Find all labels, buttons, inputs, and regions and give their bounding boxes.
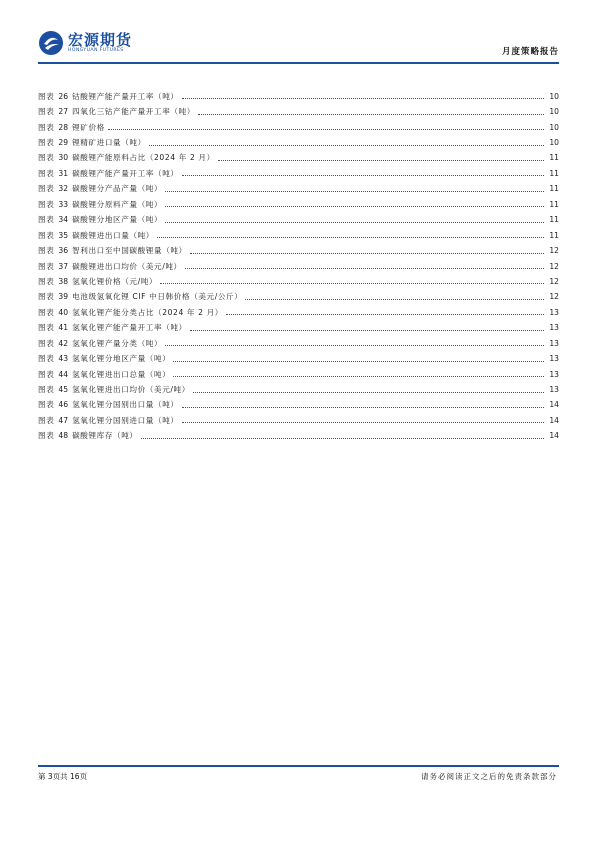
toc-entry-label: 图表 — [38, 107, 55, 117]
toc-entry-page: 10 — [549, 138, 559, 148]
toc-dot-leader — [165, 185, 544, 192]
toc-entry-title: 智利出口至中国碳酸锂量（吨） — [72, 246, 187, 256]
toc-dot-leader — [218, 154, 544, 161]
toc-dot-leader — [226, 308, 544, 315]
toc-entry[interactable] — [38, 89, 559, 104]
toc-entry-number: 26 — [58, 91, 69, 101]
toc-entry-page: 12 — [549, 246, 559, 256]
toc-dot-leader — [182, 169, 544, 176]
toc-entry-label: 图表 — [38, 415, 55, 425]
toc-entry-page: 11 — [549, 230, 559, 240]
toc-dot-leader — [182, 416, 544, 423]
toc-entry-number: 34 — [58, 215, 69, 225]
toc-entry-title: 氢氧化锂分国别进口量（吨） — [72, 415, 179, 425]
toc-entry-title: 氢氧化锂产量分类（吨） — [72, 338, 163, 348]
toc-entry[interactable] — [38, 228, 559, 243]
toc-dot-leader — [173, 370, 544, 377]
toc-entry-label: 图表 — [38, 168, 55, 178]
toc-entry-number: 48 — [58, 431, 69, 441]
toc-entry-number: 47 — [58, 415, 69, 425]
toc-entry-page: 14 — [549, 415, 559, 425]
toc-dot-leader — [198, 108, 544, 115]
toc-entry-label: 图表 — [38, 276, 55, 286]
toc-entry-number: 45 — [58, 385, 69, 395]
toc-entry[interactable] — [38, 382, 559, 397]
toc-entry-page: 11 — [549, 215, 559, 225]
toc-dot-leader — [149, 139, 544, 146]
toc-entry-number: 44 — [58, 369, 69, 379]
toc-entry[interactable] — [38, 336, 559, 351]
toc-dot-leader — [173, 355, 544, 362]
toc-entry-number: 42 — [58, 338, 69, 348]
toc-entry-number: 32 — [58, 184, 69, 194]
toc-entry-page: 12 — [549, 261, 559, 271]
footer-divider — [38, 765, 559, 767]
toc-entry-label: 图表 — [38, 323, 55, 333]
toc-entry-number: 35 — [58, 230, 69, 240]
toc-entry-number: 39 — [58, 292, 69, 302]
toc-entry-title: 氢氧化锂产能分类占比（2024 年 2 月） — [72, 307, 223, 317]
toc-entry-number: 40 — [58, 307, 69, 317]
toc-entry[interactable] — [38, 182, 559, 197]
toc-entry-page: 10 — [549, 107, 559, 117]
toc-entry-title: 氢氧化锂产能产量开工率（吨） — [72, 323, 187, 333]
toc-dot-leader — [160, 277, 544, 284]
toc-entry-title: 电池级氢氧化锂 CIF 中日韩价格（美元/公斤） — [72, 292, 243, 302]
toc-entry[interactable] — [38, 413, 559, 428]
toc-entry-title: 碳酸锂产能产量开工率（吨） — [72, 168, 179, 178]
logo-english-name: HONGYUAN FUTURES — [68, 48, 124, 53]
toc-entry-title: 碳酸锂分产品产量（吨） — [72, 184, 163, 194]
toc-entry[interactable] — [38, 243, 559, 258]
toc-entry-label: 图表 — [38, 385, 55, 395]
toc-entry-number: 37 — [58, 261, 69, 271]
toc-entry-number: 29 — [58, 138, 69, 148]
toc-entry-number: 41 — [58, 323, 69, 333]
toc-entry-number: 27 — [58, 107, 69, 117]
toc-dot-leader — [165, 339, 544, 346]
toc-entry-page: 13 — [549, 354, 559, 364]
header-divider — [38, 62, 559, 64]
toc-entry-title: 氢氧化锂进出口均价（美元/吨） — [72, 385, 190, 395]
toc-dot-leader — [141, 432, 544, 439]
toc-entry[interactable] — [38, 259, 559, 274]
toc-entry-title: 钴酸锂产能产量开工率（吨） — [72, 91, 179, 101]
toc-entry-label: 图表 — [38, 153, 55, 163]
toc-entry-title: 氢氧化锂价格（元/吨） — [72, 276, 158, 286]
toc-entry[interactable] — [38, 151, 559, 166]
toc-entry-page: 10 — [549, 91, 559, 101]
toc-entry-label: 图表 — [38, 122, 55, 132]
toc-dot-leader — [182, 92, 544, 99]
toc-dot-leader — [190, 324, 544, 331]
toc-entry-label: 图表 — [38, 354, 55, 364]
toc-entry[interactable] — [38, 429, 559, 444]
toc-entry-label: 图表 — [38, 215, 55, 225]
toc-entry-title: 氢氧化锂分国别出口量（吨） — [72, 400, 179, 410]
toc-entry[interactable] — [38, 351, 559, 366]
toc-entry-number: 33 — [58, 199, 69, 209]
toc-entry[interactable] — [38, 290, 559, 305]
toc-entry-label: 图表 — [38, 338, 55, 348]
toc-entry-page: 11 — [549, 199, 559, 209]
toc-entry[interactable] — [38, 398, 559, 413]
toc-entry-page: 12 — [549, 276, 559, 286]
toc-entry-page: 14 — [549, 400, 559, 410]
toc-entry-label: 图表 — [38, 292, 55, 302]
toc-entry-page: 11 — [549, 153, 559, 163]
disclaimer-note: 请务必阅读正文之后的免责条款部分 — [421, 772, 557, 781]
toc-dot-leader — [182, 401, 544, 408]
toc-dot-leader — [157, 231, 544, 238]
toc-entry-title: 四氧化三钴产能产量开工率（吨） — [72, 107, 195, 117]
logo-chinese-name: 宏源期货 — [68, 31, 133, 49]
table-of-figures — [38, 89, 559, 444]
toc-entry[interactable] — [38, 305, 559, 320]
toc-entry-title: 碳酸锂分原料产量（吨） — [72, 199, 163, 209]
toc-entry[interactable] — [38, 104, 559, 119]
toc-dot-leader — [165, 216, 544, 223]
toc-entry-page: 11 — [549, 168, 559, 178]
toc-entry-page: 13 — [549, 369, 559, 379]
toc-entry-page: 11 — [549, 184, 559, 194]
toc-entry[interactable] — [38, 120, 559, 135]
toc-entry-label: 图表 — [38, 307, 55, 317]
toc-entry-number: 36 — [58, 246, 69, 256]
toc-entry[interactable] — [38, 135, 559, 150]
toc-dot-leader — [108, 123, 544, 130]
toc-entry[interactable] — [38, 213, 559, 228]
toc-entry-title: 氢氧化锂分地区产量（吨） — [72, 354, 171, 364]
toc-entry-page: 14 — [549, 431, 559, 441]
page-number: 第 3页共 16页 — [38, 772, 88, 781]
toc-entry[interactable] — [38, 321, 559, 336]
report-type-label: 月度策略报告 — [501, 47, 559, 57]
toc-dot-leader — [245, 293, 544, 300]
company-logo — [38, 30, 132, 56]
toc-entry[interactable] — [38, 367, 559, 382]
toc-entry-title: 锂精矿进口量（吨） — [72, 138, 146, 148]
toc-entry[interactable] — [38, 274, 559, 289]
toc-entry-number: 30 — [58, 153, 69, 163]
toc-dot-leader — [165, 200, 544, 207]
toc-entry-number: 43 — [58, 354, 69, 364]
toc-entry-label: 图表 — [38, 184, 55, 194]
toc-entry-number: 28 — [58, 122, 69, 132]
toc-entry-title: 碳酸锂库存（吨） — [72, 431, 138, 441]
toc-entry-title: 碳酸锂分地区产量（吨） — [72, 215, 163, 225]
toc-dot-leader — [190, 247, 544, 254]
toc-entry-label: 图表 — [38, 230, 55, 240]
toc-entry-label: 图表 — [38, 246, 55, 256]
toc-entry-title: 碳酸锂进出口量（吨） — [72, 230, 154, 240]
toc-entry-page: 13 — [549, 307, 559, 317]
toc-entry-title: 氢氧化锂进出口总量（吨） — [72, 369, 171, 379]
toc-entry-label: 图表 — [38, 369, 55, 379]
toc-entry-number: 38 — [58, 276, 69, 286]
toc-entry-page: 13 — [549, 338, 559, 348]
toc-entry-label: 图表 — [38, 261, 55, 271]
toc-entry-title: 锂矿价格 — [72, 122, 105, 132]
toc-entry-page: 13 — [549, 323, 559, 333]
toc-entry-label: 图表 — [38, 138, 55, 148]
toc-entry[interactable] — [38, 197, 559, 212]
toc-entry-page: 10 — [549, 122, 559, 132]
toc-entry-number: 46 — [58, 400, 69, 410]
toc-entry-label: 图表 — [38, 400, 55, 410]
toc-entry-label: 图表 — [38, 199, 55, 209]
toc-dot-leader — [193, 386, 544, 393]
toc-entry[interactable] — [38, 166, 559, 181]
toc-entry-label: 图表 — [38, 431, 55, 441]
toc-dot-leader — [185, 262, 544, 269]
toc-entry-page: 13 — [549, 385, 559, 395]
toc-entry-title: 碳酸锂产能原料占比（2024 年 2 月） — [72, 153, 215, 163]
toc-entry-number: 31 — [58, 168, 69, 178]
toc-entry-label: 图表 — [38, 91, 55, 101]
toc-entry-page: 12 — [549, 292, 559, 302]
hongyuan-logo-icon — [38, 30, 64, 56]
toc-entry-title: 碳酸锂进出口均价（美元/吨） — [72, 261, 182, 271]
